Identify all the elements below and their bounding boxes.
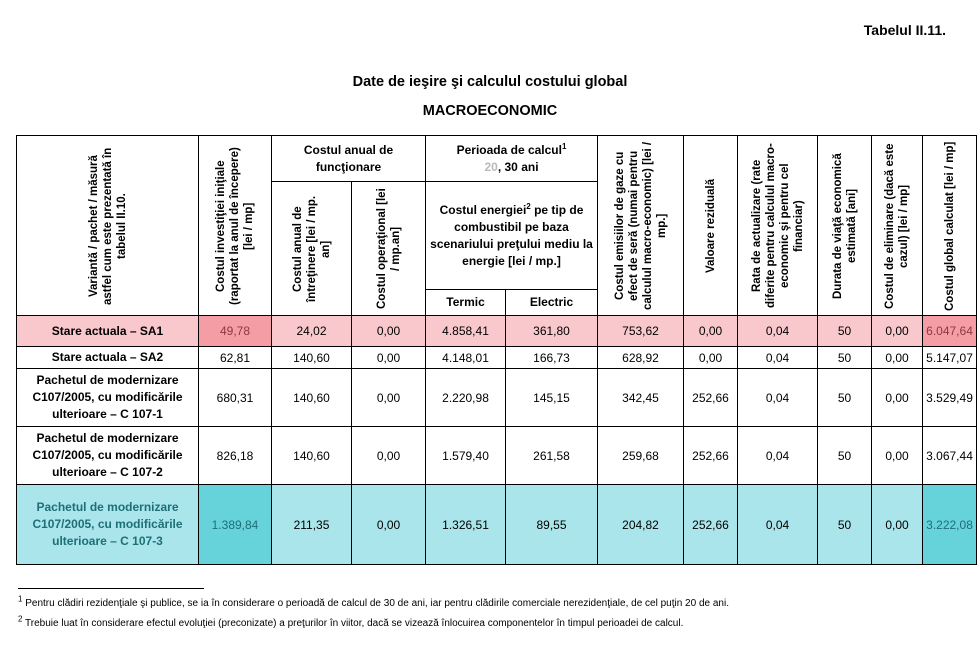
row-label: Stare actuala – SA2	[17, 347, 199, 369]
cell-disposal: 0,00	[872, 316, 923, 347]
cell-disposal: 0,00	[872, 427, 923, 485]
header-emissions: Costul emisiilor de gaze cu efect de seră (numai pentru calculul macro-economic) [lei / mp.]	[598, 136, 684, 316]
header-global-cost: Costul global calculat [lei / mp]	[923, 136, 977, 316]
header-lifetime: Durata de viaţă economică estimată [ani]	[818, 136, 872, 316]
cell-electric: 145,15	[506, 369, 598, 427]
cell-operational: 0,00	[352, 369, 426, 427]
cell-lifetime: 50	[818, 316, 872, 347]
cell-emissions: 753,62	[598, 316, 684, 347]
cell-residual: 0,00	[684, 347, 738, 369]
header-discount: Rata de actualizare (rate diferite pentru calculul macro-economic şi pentru cel financiar)	[738, 136, 818, 316]
cell-disposal: 0,00	[872, 485, 923, 565]
footnote-1: $^1$ Pentru clădiri rezidenţiale şi publice, se ia în considerare o perioadă de calcul de 30 de ani, iar pentru clădirile comerciale nerezidenţiale, de cel puţin 20 de ani.	[18, 594, 729, 609]
header-initial-cost: Costul investiţiei iniţiale (raportat la anul de începere) [lei / mp]	[199, 136, 272, 316]
cell-emissions: 259,68	[598, 427, 684, 485]
cell-discount: 0,04	[738, 316, 818, 347]
row-label: Pachetul de modernizare C107/2005, cu modificările ulterioare – C 107-3	[17, 485, 199, 565]
cell-discount: 0,04	[738, 347, 818, 369]
cell-thermal: 4.148,01	[426, 347, 506, 369]
page-subtitle: MACROECONOMIC	[422, 103, 558, 119]
cell-discount: 0,04	[738, 427, 818, 485]
page-title: Date de ieşire şi calculul costului global	[352, 74, 628, 90]
cell-residual: 252,66	[684, 427, 738, 485]
table-reference: Tabelul II.11.	[863, 22, 946, 38]
cell-initial: 62,81	[199, 347, 272, 369]
cell-maintenance: 140,60	[272, 369, 352, 427]
cell-global: 6.047,64	[923, 316, 977, 347]
cell-disposal: 0,00	[872, 369, 923, 427]
header-variant: Variantă / pachet / măsură astfel cum este prezentată în tabelul II.10.	[17, 136, 199, 316]
table-row	[17, 427, 977, 485]
row-label: Stare actuala – SA1	[17, 316, 199, 347]
cell-global: 5.147,07	[923, 347, 977, 369]
cell-lifetime: 50	[818, 427, 872, 485]
cell-global: 3.529,49	[923, 369, 977, 427]
cell-electric: 261,58	[506, 427, 598, 485]
table-row	[17, 347, 977, 369]
header-electric: Electric	[506, 290, 598, 316]
cell-disposal: 0,00	[872, 347, 923, 369]
cell-initial: 680,31	[199, 369, 272, 427]
row-label: Pachetul de modernizare C107/2005, cu modificările ulterioare – C 107-2	[17, 427, 199, 485]
cell-residual: 252,66	[684, 485, 738, 565]
cell-discount: 0,04	[738, 485, 818, 565]
cell-emissions: 342,45	[598, 369, 684, 427]
cell-maintenance: 140,60	[272, 427, 352, 485]
cell-global: 3.222,08	[923, 485, 977, 565]
table-row	[17, 316, 977, 347]
header-residual: Valoare reziduală	[684, 136, 738, 316]
cell-electric: 89,55	[506, 485, 598, 565]
row-label: Pachetul de modernizare C107/2005, cu modificările ulterioare – C 107-1	[17, 369, 199, 427]
footnote-separator	[18, 588, 204, 589]
cell-discount: 0,04	[738, 369, 818, 427]
cell-lifetime: 50	[818, 485, 872, 565]
cell-operational: 0,00	[352, 485, 426, 565]
cell-thermal: 2.220,98	[426, 369, 506, 427]
header-calc-period: Perioada de calcul$^1$ 20, 30 ani	[426, 136, 598, 182]
header-energy-cost: Costul energiei$^2$ pe tip de combustibil pe baza scenariului preţului mediu la energie [lei / mp.]	[426, 182, 598, 290]
cell-operational: 0,00	[352, 316, 426, 347]
cell-residual: 252,66	[684, 369, 738, 427]
header-maintenance: Costul anual de întreţinere [lei / mp. an]	[272, 182, 352, 316]
cell-maintenance: 24,02	[272, 316, 352, 347]
header-annual-cost: Costul anual de funcţionare	[272, 136, 426, 182]
cell-electric: 166,73	[506, 347, 598, 369]
table-row	[17, 485, 977, 565]
cell-emissions: 628,92	[598, 347, 684, 369]
cell-operational: 0,00	[352, 427, 426, 485]
cell-maintenance: 140,60	[272, 347, 352, 369]
header-operational: Costul operaţional [lei / mp.an]	[352, 182, 426, 316]
cell-maintenance: 211,35	[272, 485, 352, 565]
cell-thermal: 1.579,40	[426, 427, 506, 485]
cell-thermal: 4.858,41	[426, 316, 506, 347]
cell-lifetime: 50	[818, 347, 872, 369]
cell-operational: 0,00	[352, 347, 426, 369]
cell-thermal: 1.326,51	[426, 485, 506, 565]
header-disposal: Costul de eliminare (dacă este cazul) [lei / mp]	[872, 136, 923, 316]
footnote-2: $^2$ Trebuie luat în considerare efectul evoluţiei (preconizate) a preţurilor în viitor, dacă se vizează înlocuirea componentelor în timpul perioadei de calcul.	[18, 614, 684, 629]
global-cost-table	[16, 135, 977, 565]
cell-emissions: 204,82	[598, 485, 684, 565]
cell-initial: 49,78	[199, 316, 272, 347]
header-thermal: Termic	[426, 290, 506, 316]
cell-initial: 1.389,84	[199, 485, 272, 565]
cell-lifetime: 50	[818, 369, 872, 427]
cell-global: 3.067,44	[923, 427, 977, 485]
cell-initial: 826,18	[199, 427, 272, 485]
cell-electric: 361,80	[506, 316, 598, 347]
cell-residual: 0,00	[684, 316, 738, 347]
table-row	[17, 369, 977, 427]
